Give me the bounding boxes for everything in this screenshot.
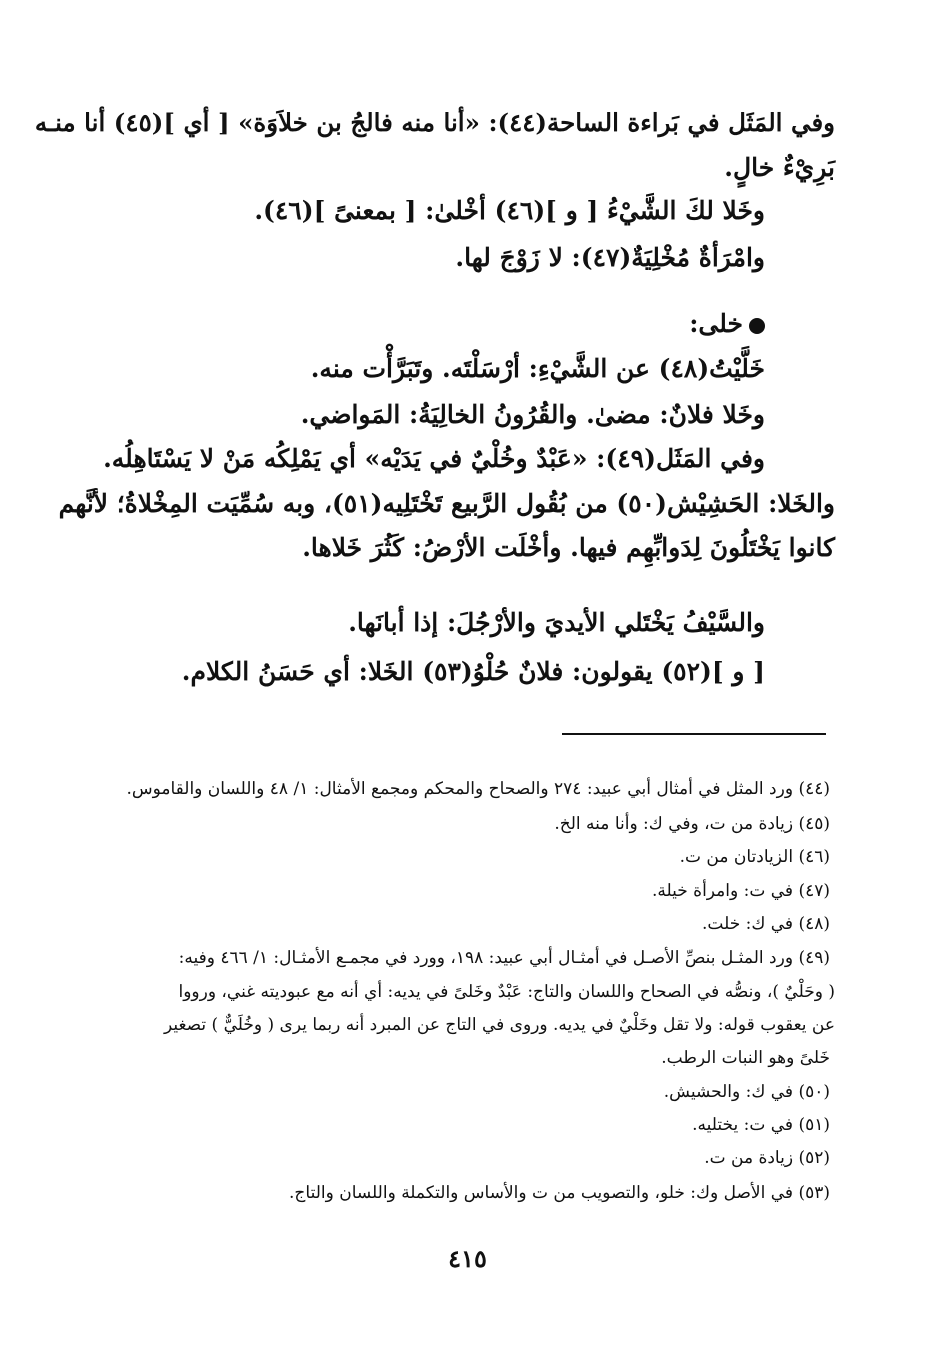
text-line: وفي المَثَل في بَراءة الساحة(٤٤): «أنا منه فالجُ بن خلاَوَة» [ أي ](٤٥) أنا منـه [34, 108, 835, 137]
footnote: (٤٩) ورد المثـل بنصِّ الأصـل في أمثـال أبي عبيد: ١٩٨، وورد في مجمـع الأمثـال: ١/ ٤٦٦ وفيه: [178, 948, 830, 968]
bullet-icon [749, 318, 765, 334]
text-line: كانوا يَخْتَلُونَ لِدَوابِّهِم فيها. وأخْلَت الأرْضُ: كَثُرَ خَلاها. [302, 533, 835, 562]
entry-heading-label: خلى: [689, 309, 743, 338]
footnote: (٤٨) في ك: خلت. [701, 914, 830, 934]
text-line: والخَلا: الحَشِيْش(٥٠) من بُقُول الرَّبيع تَخْتَلِيه(٥١)، وبه سُمِّيَت المِخْلاةُ؛ لأنَّهم [58, 489, 835, 518]
text-line: [ و ](٥٢) يقولون: فلانٌ حُلْوُ(٥٣) الخَلا: أي حَسَنُ الكلام. [181, 657, 765, 686]
text-line: وامْرَأةٌ مُخْلِيَةٌ(٤٧): لا زَوْجَ لها. [455, 243, 765, 272]
footnote-continuation: ( وحَلْيٌ )، ونصُّه في الصحاح واللسان والتاج: عَبْدٌ وخَلىً في يديه: أي أنه مع عبوديته غني، ورووا [178, 982, 835, 1002]
footnote: (٥٠) في ك: والحشيش. [663, 1082, 830, 1102]
text-line: خَلَّيْتُ(٤٨) عن الشَّيْءِ: أرْسَلْتَه. وتَبَرَّأْت منه. [310, 354, 765, 383]
footnote-continuation: خَلىً وهو النبات الرطب. [661, 1048, 830, 1068]
footnote: (٥٣) في الأصل وك: خلو، والتصويب من ت والأساس والتكملة واللسان والتاج. [289, 1183, 830, 1203]
footnote: (٥٢) زيادة من ت. [704, 1148, 830, 1168]
page-number: ٤١٥ [448, 1244, 487, 1273]
footnote: (٥١) في ت: يختليه. [692, 1115, 830, 1135]
text-line: وخَلا فلانٌ: مضىٰ. والقُرُونُ الخالِيَةُ: المَواضي. [300, 400, 765, 429]
text-line: والسَّيْفُ يَخْتَلي الأيديَ والأرْجُلَ: إذا أبانَها. [348, 608, 765, 637]
footnote: (٤٥) زيادة من ت، وفي ك: وأنا منه الخ. [554, 814, 830, 834]
footnote: (٤٧) في ت: وامرأة خيلة. [651, 881, 830, 901]
entry-heading [689, 306, 765, 342]
footnote-continuation: عن يعقوب قوله: ولا تقل وخَلْيٌ في يديه. وروى في التاج عن المبرد أنه ربما يرى ( وخُلَيٌّ ) تصغير [163, 1015, 835, 1035]
footnote-divider [562, 733, 826, 735]
footnote: (٤٦) الزيادتان من ت. [679, 847, 830, 867]
text-line: وخَلا لكَ الشَّيْءُ [ و ](٤٦) أخْلىٰ: [ بمعنىً ](٤٦). [254, 196, 765, 225]
text-line: وفي المَثَل(٤٩): «عَبْدٌ وخُلْيٌ في يَدَيْه» أي يَمْلِكُه مَنْ لا يَسْتَاهِلُه. [103, 444, 765, 473]
text-line: بَرِيْءٌ خالٍ. [724, 153, 835, 182]
footnote: (٤٤) ورد المثل في أمثال أبي عبيد: ٢٧٤ والصحاح والمحكم ومجمع الأمثال: ١/ ٤٨ واللسان والقاموس. [126, 779, 830, 799]
